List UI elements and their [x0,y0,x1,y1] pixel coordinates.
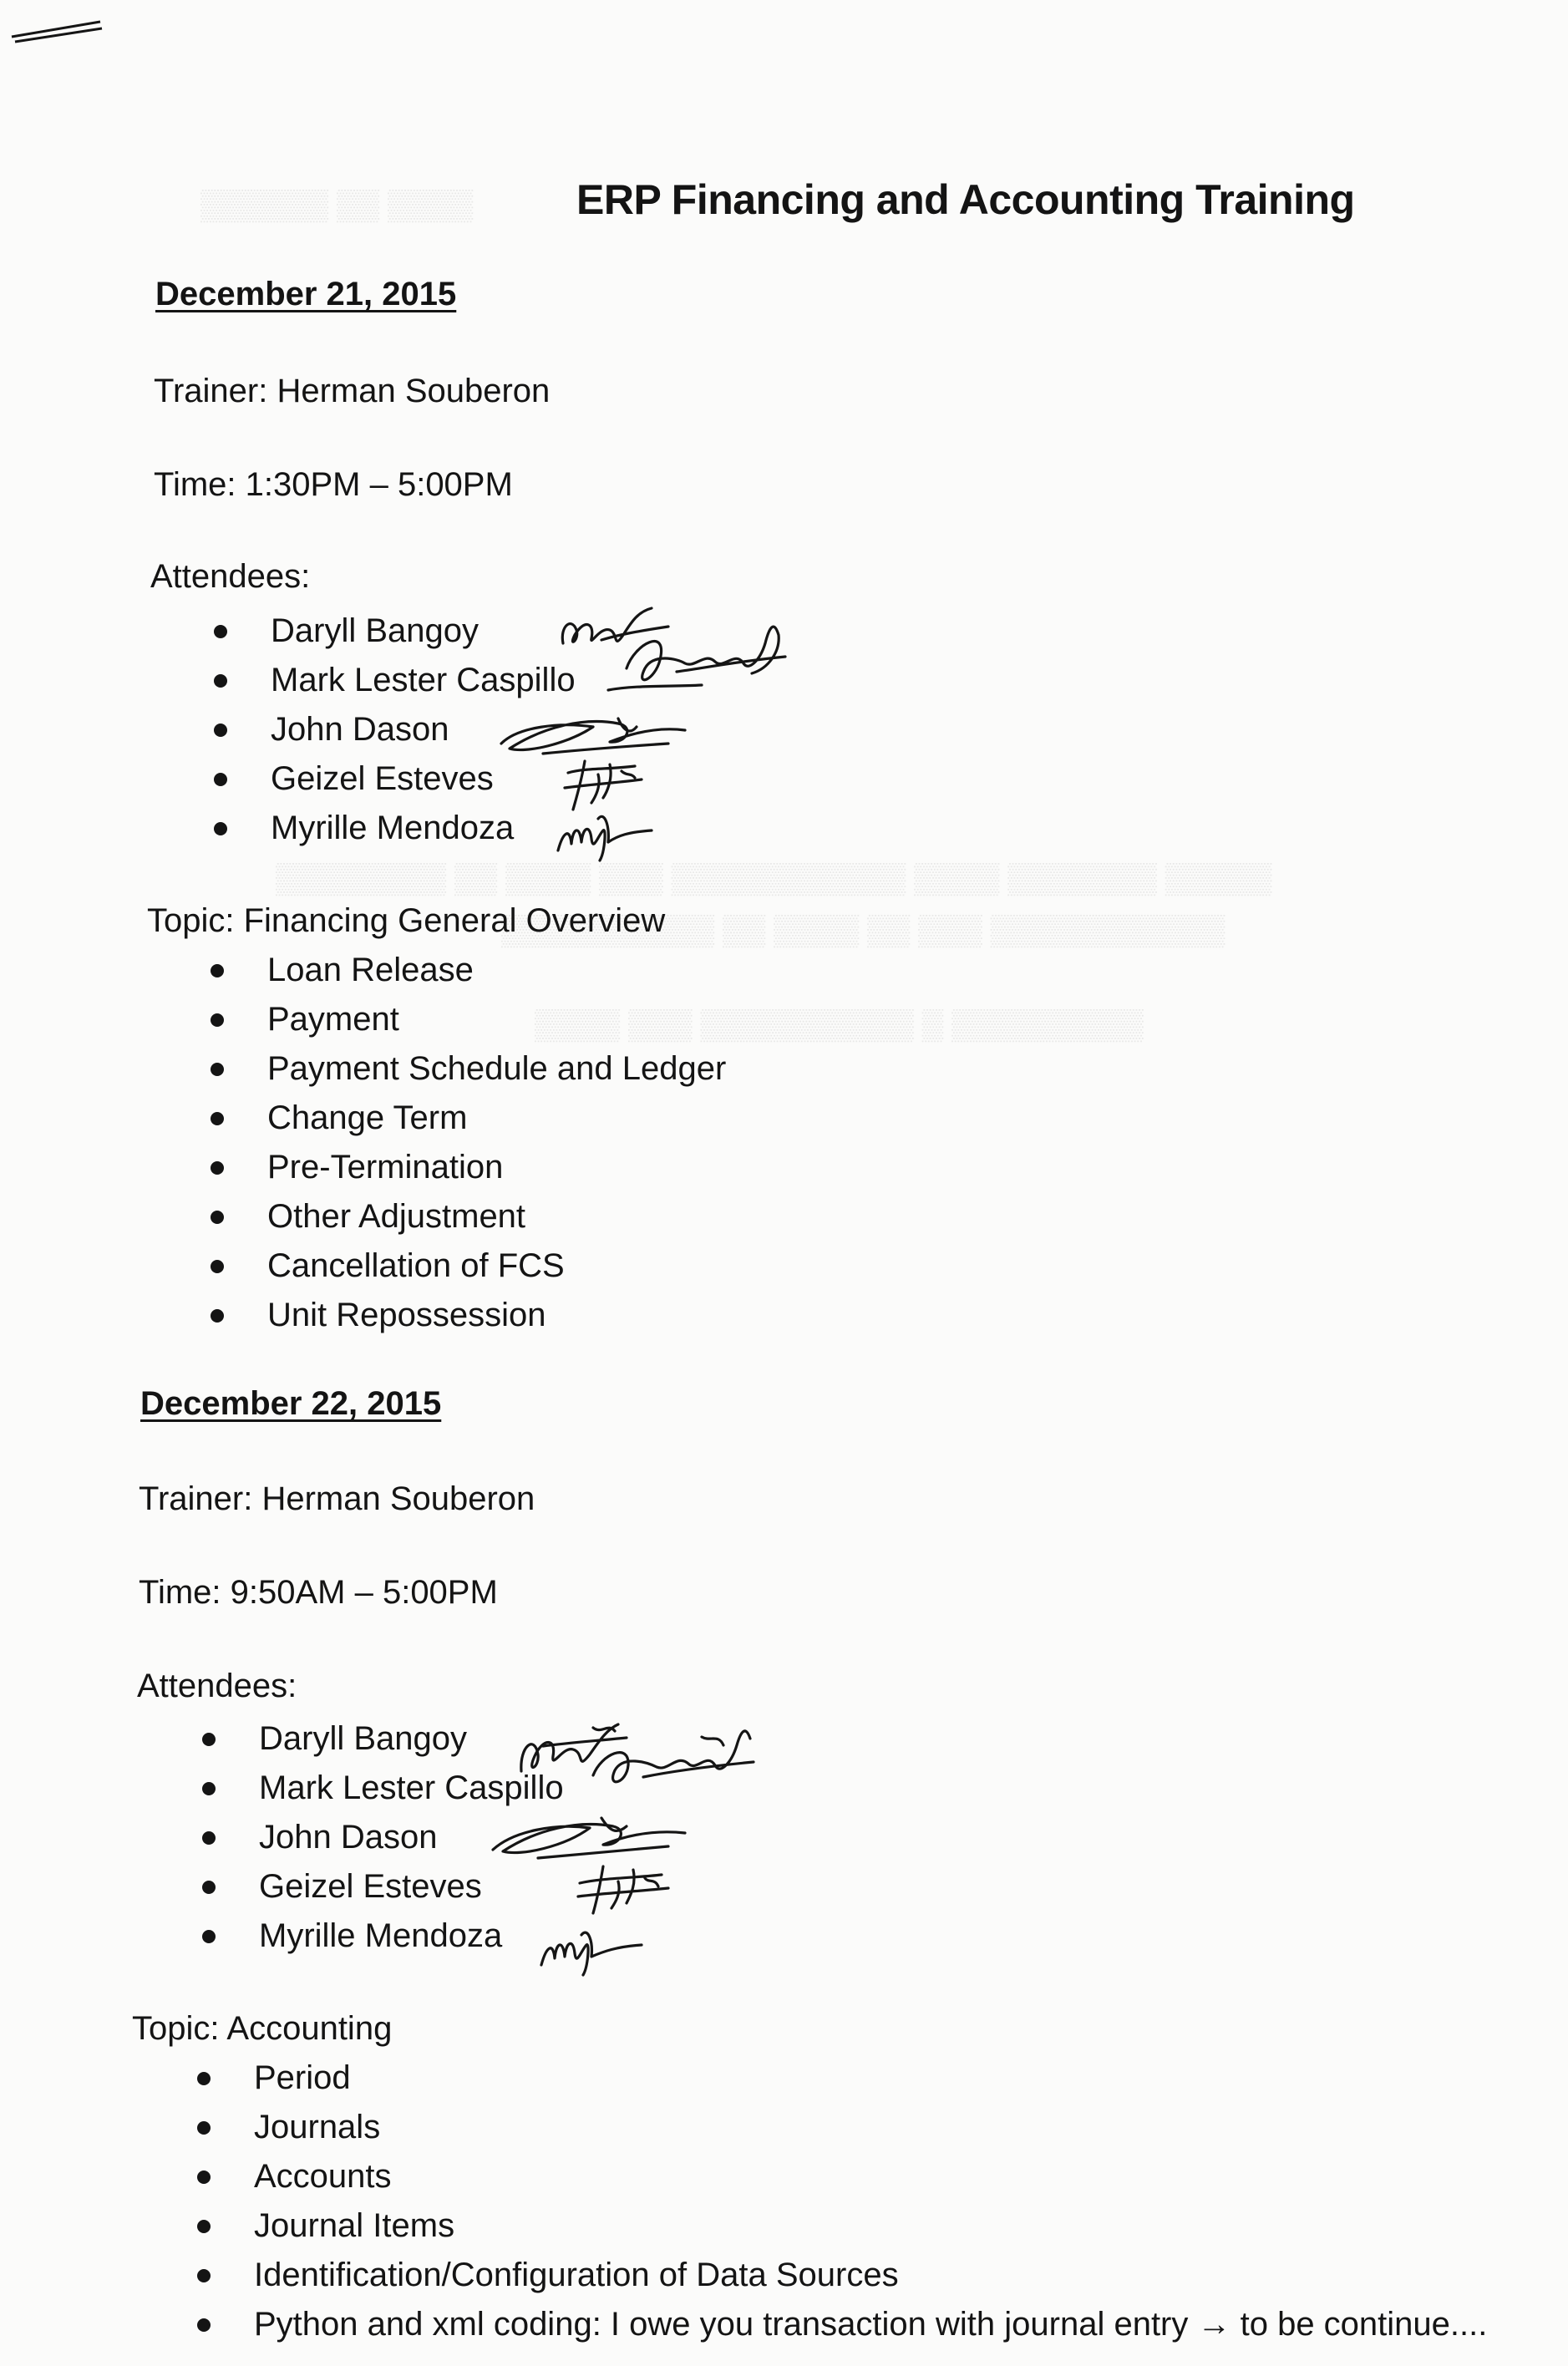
signature-john-dason [485,1803,693,1870]
topic-item: Journals [254,2109,381,2145]
bullet-icon [211,1161,224,1175]
attendee-name: Daryll Bangoy [271,612,480,649]
bullet-icon [214,724,227,737]
attendee-name: John Dason [259,1819,438,1856]
bullet-icon [211,1211,224,1224]
topic-item: Cancellation of FCS [267,1247,565,1284]
session-date: December 22, 2015 [140,1385,442,1422]
signature-geizel-esteves [568,1861,677,1920]
signature-myrille-mendoza [535,1918,652,1985]
signature-mark-lester-caspillo [576,1717,760,1800]
bullet-icon [202,1733,216,1746]
bullet-icon [202,1831,216,1845]
signature-myrille-mendoza [551,802,660,869]
bullet-icon [214,674,227,688]
bleed-through-text: ▒▒▒▒▒▒▒▒ ▒▒ ▒▒▒▒ ▒▒▒ ▒▒▒▒▒▒▒▒▒▒▒ ▒▒▒▒ ▒▒▒▒▒▒▒ ▒▒▒▒▒ [276,861,1272,895]
topic-item: Accounts [254,2158,392,2195]
attendee-name: John Dason [271,711,449,748]
bleed-through-text: ▒▒▒▒▒▒ ▒▒ ▒▒▒▒ [200,187,474,221]
trainer-line: Trainer: Herman Souberon [154,373,551,409]
bleed-through-text: ▒▒▒▒ ▒▒▒ ▒▒▒▒▒▒▒▒▒▒ ▒ ▒▒▒▒▒▒▒▒▒ [535,1007,1144,1041]
topic-item: Other Adjustment [267,1198,526,1235]
bullet-icon [197,2121,211,2135]
bullet-icon [197,2171,211,2184]
attendee-name: Geizel Esteves [271,760,494,797]
bullet-icon [211,1112,224,1125]
topic-item: Unit Repossession [267,1297,546,1333]
bleed-through-text: ▒▒▒▒▒▒▒▒▒▒ ▒▒ ▒▒▒▒ ▒▒ ▒▒▒ ▒▒▒▒▒▒▒▒▒▒▒ [501,912,1225,947]
topic-item: Pre-Termination [267,1149,504,1186]
document-title: ERP Financing and Accounting Training [576,176,1355,223]
attendee-name: Myrille Mendoza [271,810,515,846]
topic-line: Topic: Accounting [132,2010,393,2047]
signature-mark-lester-caspillo [601,610,794,702]
bullet-icon [211,964,224,977]
time-line: Time: 1:30PM – 5:00PM [154,466,513,503]
bullet-icon [214,773,227,786]
bullet-icon [202,1881,216,1894]
attendees-label: Attendees: [150,558,311,595]
attendee-name: Geizel Esteves [259,1868,482,1905]
bullet-icon [214,625,227,638]
topic-item: Period [254,2059,351,2096]
attendee-name: Mark Lester Caspillo [271,662,576,698]
bullet-icon [197,2072,211,2085]
bullet-icon [197,2269,211,2282]
topic-item: Payment Schedule and Ledger [267,1050,727,1087]
bullet-icon [211,1309,224,1323]
bullet-icon [197,2318,211,2332]
bullet-icon [202,1782,216,1795]
bullet-icon [211,1013,224,1027]
session-date: December 21, 2015 [155,276,457,312]
attendee-name: Mark Lester Caspillo [259,1769,564,1806]
topic-item: Identification/Configuration of Data Sources [254,2257,899,2293]
pen-stroke-mark [8,12,107,45]
topic-line: Topic: Financing General Overview [147,902,666,939]
topic-item: Python and xml coding: I owe you transaction with journal entry → to be continue.... [254,2306,1488,2343]
time-line: Time: 9:50AM – 5:00PM [139,1574,498,1611]
bullet-icon [211,1063,224,1076]
topic-item: Loan Release [267,952,474,988]
topic-item: Journal Items [254,2207,455,2244]
trainer-line: Trainer: Herman Souberon [139,1480,535,1517]
bullet-icon [211,1260,224,1273]
attendees-label: Attendees: [137,1668,297,1704]
topic-item: Change Term [267,1099,468,1136]
attendee-name: Myrille Mendoza [259,1917,503,1954]
attendee-name: Daryll Bangoy [259,1720,468,1757]
topic-item: Payment [267,1001,399,1038]
bullet-icon [197,2220,211,2233]
bullet-icon [202,1930,216,1943]
bullet-icon [214,822,227,835]
